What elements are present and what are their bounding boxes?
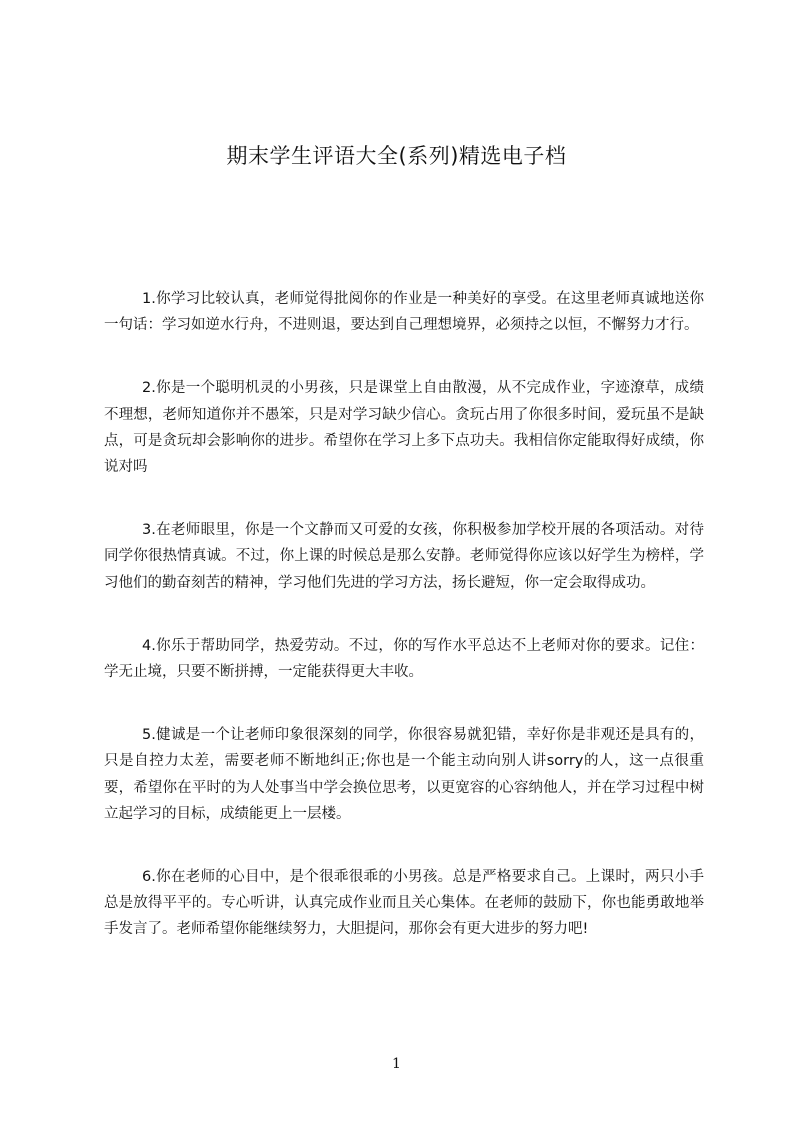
paragraph-3: 3.在老师眼里，你是一个文静而又可爱的女孩，你积极参加学校开展的各项活动。对待同学你很热情真诚。不过，你上课的时候总是那么安静。老师觉得你应该以好学生为榜样，学习他们的勤奋刻苦的精神，学习他们先进的学习方法，扬长避短，你一定会取得成功。: [104, 522, 704, 591]
paragraph-1: 1.你学习比较认真，老师觉得批阅你的作业是一种美好的享受。在这里老师真诚地送你一句话：学习如逆水行舟，不进则退，要达到自己理想境界，必须持之以恒，不懈努力才行。: [104, 291, 704, 334]
page-number: 1: [392, 1056, 401, 1072]
paragraph-5: 5.健诚是一个让老师印象很深刻的同学，你很容易就犯错，幸好你是非观还是具有的，只是自控力太差，需要老师不断地纠正;你也是一个能主动向别人讲sorry的人，这一点很重要，希望你在平时的为人处事当中学会换位思考，以更宽容的心容纳他人，并在学习过程中树立起学习的目标，成绩能更上一层楼。: [104, 727, 704, 822]
paragraph-4: 4.你乐于帮助同学，热爱劳动。不过，你的写作水平总达不上老师对你的要求。记住：学无止境，只要不断拼搏，一定能获得更大丰收。: [104, 637, 704, 681]
paragraph-6: 6.你在老师的心目中，是个很乖很乖的小男孩。总是严格要求自己。上课时，两只小手总是放得平平的。专心听讲，认真完成作业而且关心集体。在老师的鼓励下，你也能勇敢地举手发言了。老师希望你能继续努力，大胆提问，那你会有更大进步的努力吧!: [104, 869, 704, 938]
paragraph-2: 2.你是一个聪明机灵的小男孩，只是课堂上自由散漫，从不完成作业，字迹潦草，成绩不理想，老师知道你并不愚笨，只是对学习缺少信心。贪玩占用了你很多时间，爱玩虽不是缺点，可是贪玩却会影响你的进步。希望你在学习上多下点功夫。我相信你定能取得好成绩，你说对吗: [104, 380, 704, 476]
document-body: [104, 286, 704, 979]
document-title: 期末学生评语大全(系列)精选电子档: [226, 144, 567, 168]
